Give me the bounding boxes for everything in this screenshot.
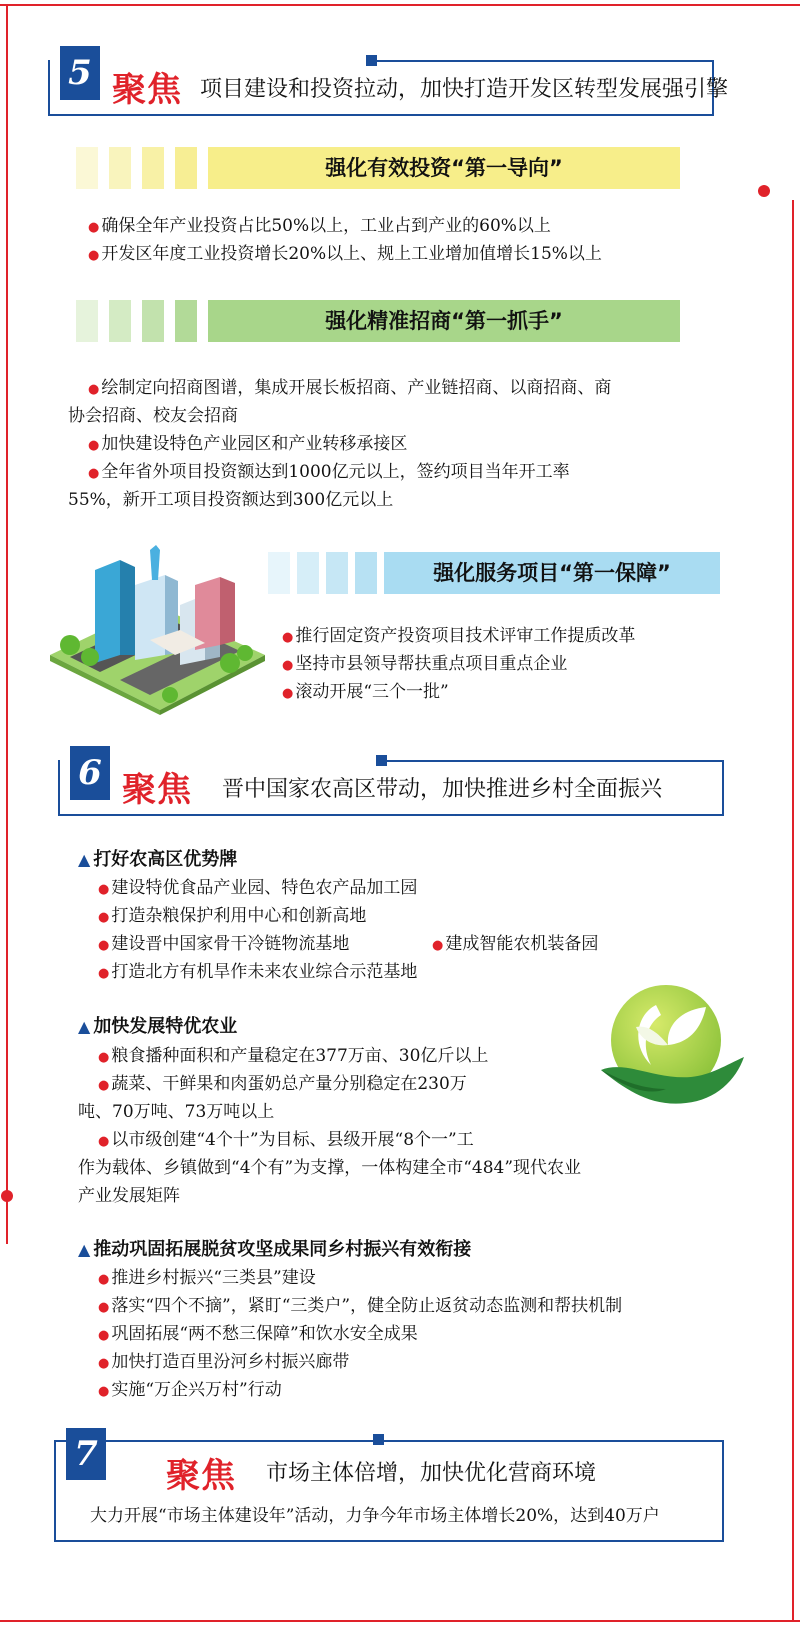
list-item: ● 加快建设特色产业园区和产业转移承接区 [88,430,407,460]
banner-investment [76,147,680,189]
banner-investment-attraction [76,300,680,342]
section-6-square [376,755,387,766]
banner-stripe [76,147,98,189]
list-item: ● 确保全年产业投资占比50%以上，工业占到产业的60%以上 [88,212,551,242]
banner-stripe [142,300,164,342]
list-item: ● 绘制定向招商图谱，集成开展长板招商、产业链招商、以商招商、商 [88,374,611,404]
banner-stripe [268,552,290,594]
red-border-left [6,4,8,1244]
section-5-number: 5 [60,46,100,100]
red-dot-right [758,185,770,197]
section-7-focus: 聚焦 [166,1456,236,1496]
red-dot-left [1,1190,13,1202]
list-item: ● 全年省外项目投资额达到1000亿元以上，签约项目当年开工率 [88,458,570,488]
list-item: ● 坚持市县领导帮扶重点项目重点企业 [282,650,567,680]
group-heading-special-agri [78,1012,237,1038]
section-5-title: 项目建设和投资拉动，加快打造开发区转型发展强引擎 [200,77,729,102]
banner-stripe [297,552,319,594]
banner-stripe [109,147,131,189]
city-buildings-illustration [40,545,270,715]
section-7-title: 市场主体倍增，加快优化营商环境 [266,1461,597,1486]
banner-stripe [326,552,348,594]
leaf-hand-logo [596,985,746,1115]
group-heading-text: 加快发展特优农业 [93,1016,238,1037]
section-6-focus: 聚焦 [122,770,192,810]
section-6-title: 晋中国家农高区带动，加快推进乡村全面振兴 [222,777,663,802]
triangle-icon: ▲ [78,1017,91,1036]
group-heading-agri-zone [78,845,237,871]
list-item: ● 粮食播种面积和产量稳定在377万亩、30亿斤以上 [98,1042,488,1072]
banner-service-label: 强化服务项目“第一保障” [384,552,720,594]
list-item: ● 建设晋中国家骨干冷链物流基地 [98,930,349,960]
list-item-continued: 作为载体、乡镇做到“4个有”为支撑，一体构建全市“484”现代农业 [78,1158,582,1178]
section-6-number: 6 [70,746,110,800]
list-item: ● 打造杂粮保护利用中心和创新高地 [98,902,366,932]
list-item: ● 推进乡村振兴“三类县”建设 [98,1264,316,1294]
banner-stripe [175,147,197,189]
section-6-frame-top [385,760,722,762]
list-item: ● 滚动开展“三个一批” [282,678,449,708]
list-item: ● 建设特优食品产业园、特色农产品加工园 [98,874,417,904]
banner-stripe [355,552,377,594]
red-border-right [792,200,794,1620]
banner-stripe [142,147,164,189]
list-item: ● 推行固定资产投资项目技术评审工作提质改革 [282,622,635,652]
list-item-continued: 协会招商、校友会招商 [68,406,238,426]
list-item-continued: 吨、70万吨、73万吨以上 [78,1102,275,1122]
list-item: ● 加快打造百里汾河乡村振兴廊带 [98,1348,349,1378]
list-item: ● 巩固拓展“两不愁三保障”和饮水安全成果 [98,1320,418,1350]
list-item: ● 蔬菜、干鲜果和肉蛋奶总产量分别稳定在230万 [98,1070,467,1100]
banner-stripe [76,300,98,342]
banner-service [268,552,720,594]
triangle-icon: ▲ [78,1240,91,1259]
section-5-square [366,55,377,66]
section-5-frame-top [375,60,712,62]
group-heading-text: 推动巩固拓展脱贫攻坚成果同乡村振兴有效衔接 [93,1239,472,1260]
banner-investment-attraction-label: 强化精准招商“第一抓手” [208,300,680,342]
section-7-number: 7 [66,1428,106,1480]
list-item: ● 开发区年度工业投资增长20%以上、规上工业增加值增长15%以上 [88,240,602,270]
triangle-icon: ▲ [78,850,91,869]
banner-stripe [109,300,131,342]
group-heading-poverty-link [78,1235,471,1261]
list-item-continued: 产业发展矩阵 [78,1186,180,1206]
banner-investment-label: 强化有效投资“第一导向” [208,147,680,189]
red-border-top [0,4,800,6]
section-7-body: 大力开展“市场主体建设年”活动，力争今年市场主体增长20%，达到40万户 [90,1506,660,1526]
banner-stripe [175,300,197,342]
list-item: ● 打造北方有机旱作未来农业综合示范基地 [98,958,417,988]
list-item: ● 实施“万企兴万村”行动 [98,1376,282,1406]
section-5-focus: 聚焦 [112,70,182,110]
group-heading-text: 打好农高区优势牌 [93,849,238,870]
section-7-square [373,1434,384,1445]
list-item: ● 落实“四个不摘”，紧盯“三类户”，健全防止返贫动态监测和帮扶机制 [98,1292,622,1322]
list-item: ● 建成智能农机装备园 [432,930,598,960]
list-item-continued: 55%，新开工项目投资额达到300亿元以上 [68,490,394,510]
red-border-bottom [0,1620,800,1622]
list-item: ● 以市级创建“4个十”为目标、县级开展“8个一”工 [98,1126,474,1156]
